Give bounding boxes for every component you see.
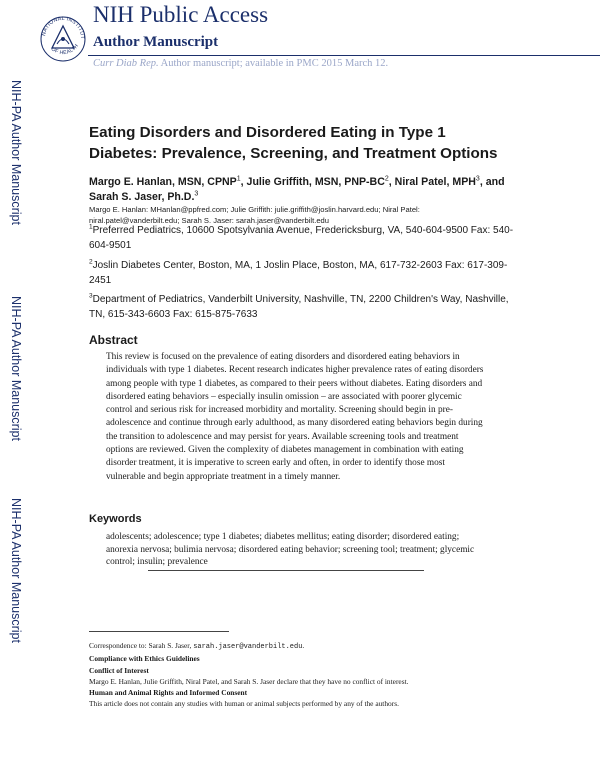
affiliation-1 xyxy=(89,224,519,253)
affiliation-3-num: 3 xyxy=(89,292,93,300)
citation-line xyxy=(93,58,388,69)
article-title: Eating Disorders and Disordered Eating in Type 1 Diabetes: Prevalence, Screening, and Treatment Options xyxy=(89,124,498,162)
footnote-divider xyxy=(89,631,229,632)
human-rights-heading: Human and Animal Rights and Informed Consent xyxy=(89,688,248,698)
coi-text: Margo E. Hanlan, Julie Griffith, Niral Patel, and Sarah S. Jaser declare that they have no conflict of interest. xyxy=(89,676,409,686)
author-2-name: Julie Griffith, MSN, PNP-BC xyxy=(246,176,385,188)
affiliation-2 xyxy=(89,259,519,288)
author-1-aff: 1 xyxy=(236,175,241,183)
abstract-text: This review is focused on the prevalence of eating disorders and disordered eating behaviors in individuals with type 1 diabetes. Recent research indicates higher prevalence rates of eating disorders among people with type 1 diabetes, as compared to their peers without diabetes. Eating disorders and disordered eating behaviors – especially insulin omission – are associated with poorer glycemic control and serious risk for increased morbidity and mortality. Screening should begin in pre-adolescence and continue through early adulthood, as many disordered eating behaviors begin during the transition to adolescence and may persist for years. Available screening tools and treatment options are reviewed. Given the complexity of diabetes management in combination with eating disorder treatment, it is imperative to screen early and often, in order to identify those most vulnerable and begin appropriate treatment in a timely manner. xyxy=(106,352,484,482)
keywords-text: adolescents; adolescence; type 1 diabetes; diabetes mellitus; eating disorder; disordered eating; anorexia nervosa; bulimia nervosa; disordered eating behavior; screening tool; treatment; glycemic control; insulin; prevalence xyxy=(106,532,475,568)
human-rights-text: This article does not contain any studies with human or animal subjects performed by any of the authors. xyxy=(89,699,399,709)
affiliation-3-text: Department of Pediatrics, Vanderbilt University, Nashville, TN, 2200 Children's Way, Nashville, TN, 615-343-6603 Fax: 615-875-7633 xyxy=(89,294,509,320)
author-manuscript-label: Author Manuscript xyxy=(93,34,219,50)
abstract-heading: Abstract xyxy=(89,333,138,347)
author-list xyxy=(89,175,519,205)
side-label-middle: NIH-PA Author Manuscript xyxy=(9,296,23,441)
citation-availability: Author manuscript; available in PMC 2015 March 12. xyxy=(158,58,389,69)
affiliation-1-text: Preferred Pediatrics, 10600 Spotsylvania Avenue, Fredericksburg, VA, 540-604-9500 Fax: 540-604-9501 xyxy=(89,225,514,251)
correspondence-email: sarah.jaser@vanderbilt.edu xyxy=(193,643,303,651)
keywords-divider xyxy=(148,570,424,571)
author-4-aff: 3 xyxy=(194,190,199,198)
svg-text:OF HEALTH: OF HEALTH xyxy=(49,43,81,57)
author-separator: , and xyxy=(479,176,505,188)
correspondence-label: Correspondence to: Sarah S. Jaser, xyxy=(89,641,194,650)
side-label-bottom: NIH-PA Author Manuscript xyxy=(9,498,23,643)
correspondence-line xyxy=(89,640,519,653)
affiliation-3 xyxy=(89,293,519,322)
author-3-aff: 3 xyxy=(475,175,480,183)
ethics-heading: Compliance with Ethics Guidelines xyxy=(89,654,200,664)
coi-heading: Conflict of Interest xyxy=(89,665,149,675)
author-separator: , xyxy=(388,176,395,188)
nih-seal-logo xyxy=(38,4,88,68)
author-3-name: Niral Patel, MPH xyxy=(394,176,476,188)
author-emails: Margo E. Hanlan: MHanlan@ppfred.com; Julie Griffith: julie.griffith@joslin.harvard.edu; Niral Patel: niral.patel@vanderbilt.edu; Sarah S. Jaser: sarah.jaser@vanderbilt.edu xyxy=(89,205,420,225)
author-1-name: Margo E. Hanlan, MSN, CPNP xyxy=(89,176,237,188)
author-separator: , xyxy=(240,176,247,188)
keywords-heading: Keywords xyxy=(89,513,142,525)
nih-public-access-title: NIH Public Access xyxy=(93,2,269,27)
author-4-name: Sarah S. Jaser, Ph.D. xyxy=(89,191,195,203)
footnotes xyxy=(89,640,519,710)
correspondence-end: . xyxy=(302,641,305,650)
header-rule xyxy=(88,55,600,56)
side-label-top: NIH-PA Author Manuscript xyxy=(9,80,23,225)
author-2-aff: 2 xyxy=(384,175,389,183)
affiliation-1-num: 1 xyxy=(89,223,93,231)
affiliation-2-num: 2 xyxy=(89,258,93,266)
affiliation-2-text: Joslin Diabetes Center, Boston, MA, 1 Joslin Place, Boston, MA, 617-732-2603 Fax: 617-309-2451 xyxy=(89,260,508,286)
svg-text:NATIONAL INSTITUTES: NATIONAL INSTITUT xyxy=(41,15,86,40)
citation-journal: Curr Diab Rep. xyxy=(93,58,159,69)
